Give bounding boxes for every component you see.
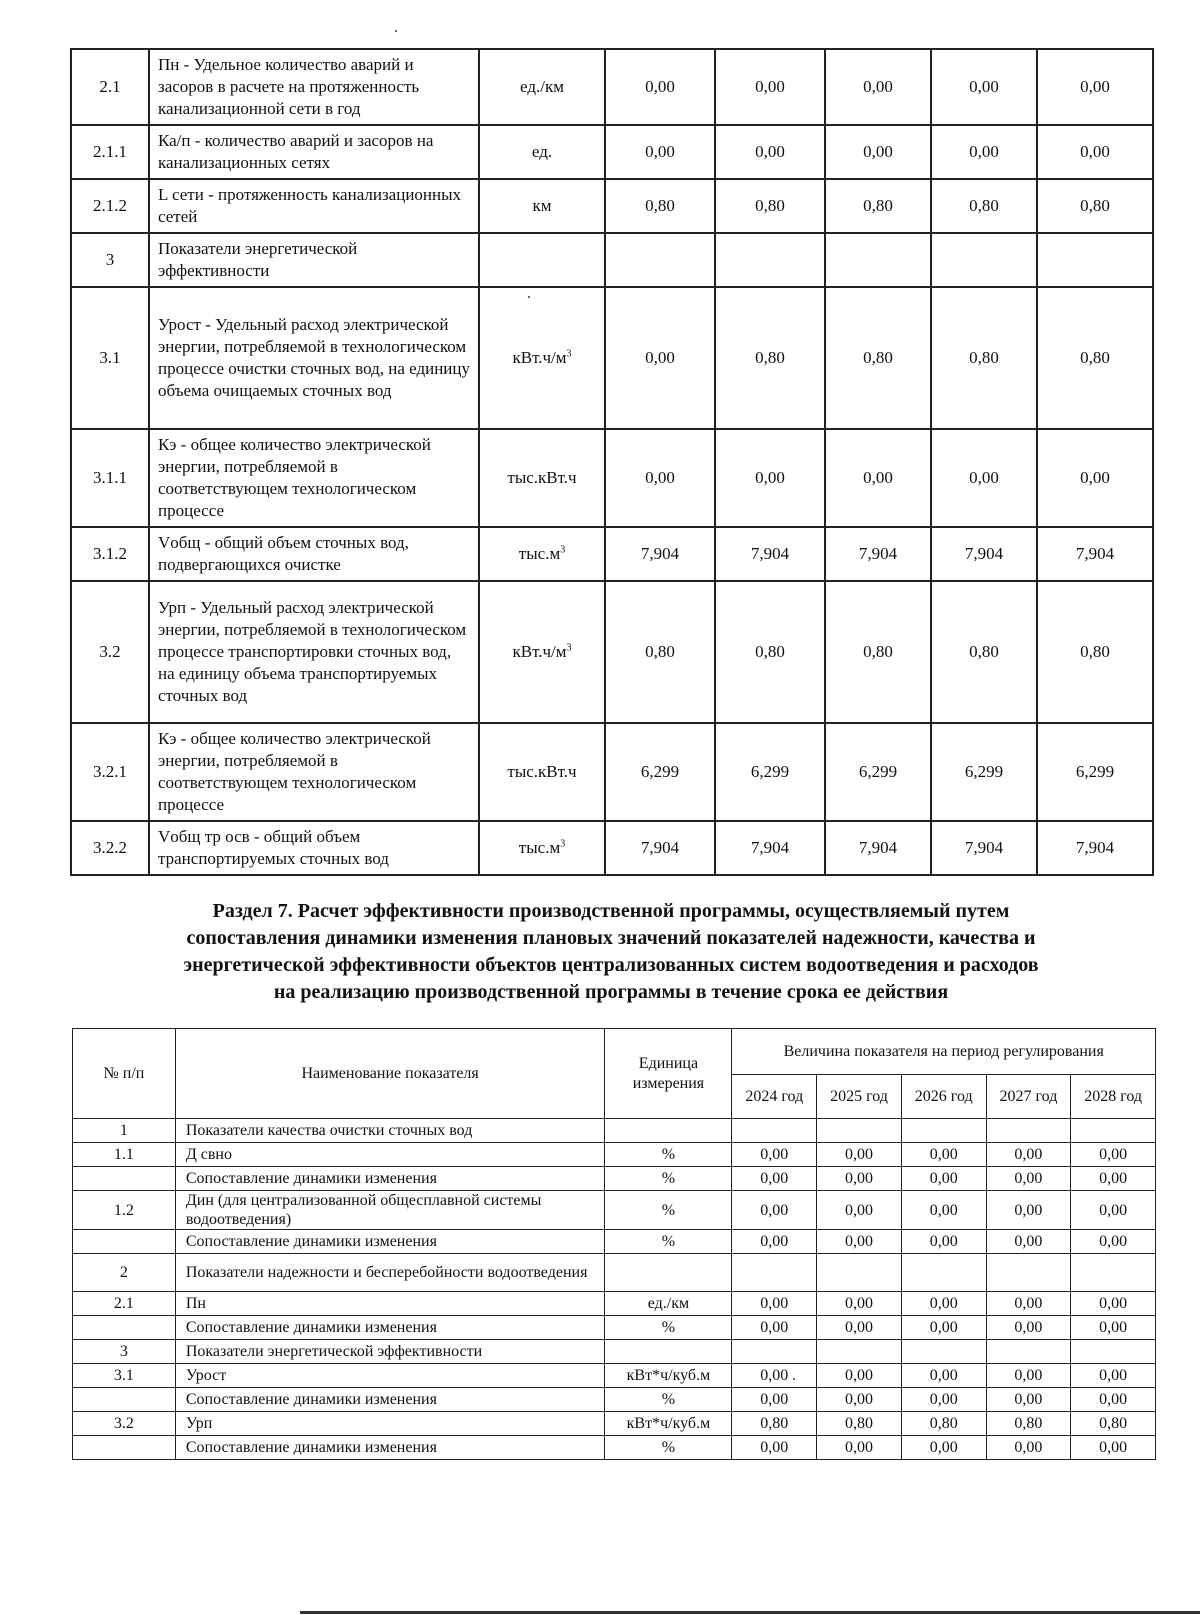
table-row <box>71 429 1153 527</box>
row-number: 2.1 <box>71 49 149 125</box>
value-cell: 0,00 <box>986 1364 1071 1388</box>
row-number: 3 <box>71 233 149 287</box>
indicator-name: Показатели надежности и бесперебойности водоотведения <box>175 1254 605 1292</box>
unit-cell: % <box>605 1230 732 1254</box>
header-year: 2027 год <box>986 1075 1071 1119</box>
value-cell: 0,80 <box>931 581 1037 723</box>
value-cell <box>1071 1254 1156 1292</box>
value-cell: 0,00 <box>986 1143 1071 1167</box>
value-cell: 0,00 <box>1037 429 1153 527</box>
header-year: 2024 год <box>732 1075 817 1119</box>
indicator-name: Vобщ тр осв - общий объем транспортируемых сточных вод <box>149 821 479 875</box>
value-cell: 0,00 <box>1071 1364 1156 1388</box>
value-cell: 0,00 <box>605 49 715 125</box>
row-number: 3.1.2 <box>71 527 149 581</box>
value-cell: 0,00 <box>715 429 825 527</box>
indicator-name: Ка/п - количество аварий и засоров на канализационных сетях <box>149 125 479 179</box>
unit-cell: ед./км <box>605 1292 732 1316</box>
value-cell: 0,00 <box>825 49 931 125</box>
unit-superscript: 3 <box>560 544 566 556</box>
value-cell: 0,80 <box>605 581 715 723</box>
value-cell <box>732 1254 817 1292</box>
value-cell: 0,00 <box>1071 1143 1156 1167</box>
value-cell: 7,904 <box>931 821 1037 875</box>
row-number <box>73 1388 176 1412</box>
value-cell: 0,00 <box>986 1436 1071 1460</box>
value-cell: 0,00 <box>901 1316 986 1340</box>
value-cell: 0,00 <box>986 1191 1071 1230</box>
value-cell: 7,904 <box>605 527 715 581</box>
value-cell: 7,904 <box>605 821 715 875</box>
indicator-name: Урп - Удельный расход электрической энергии, потребляемой в технологическом процессе транспортировки сточных вод, на единицу объема транспортируемых сточных вод <box>149 581 479 723</box>
value-cell: 0,00 <box>931 49 1037 125</box>
value-cell: 0,00 <box>732 1292 817 1316</box>
value-cell: 0,00 <box>817 1230 902 1254</box>
row-number: 1.1 <box>73 1143 176 1167</box>
value-cell: 0,00 <box>986 1167 1071 1191</box>
value-cell <box>901 1119 986 1143</box>
unit-cell <box>479 49 605 125</box>
header-name: Наименование показателя <box>175 1029 605 1119</box>
indicator-name: Д свно <box>175 1143 605 1167</box>
table-row <box>73 1230 1156 1254</box>
unit-cell: % <box>605 1436 732 1460</box>
value-cell: 0,00 <box>1071 1292 1156 1316</box>
value-cell: 0,00 <box>732 1388 817 1412</box>
value-cell: 6,299 <box>825 723 931 821</box>
value-cell <box>986 1119 1071 1143</box>
header-period: Величина показателя на период регулирования <box>732 1029 1156 1075</box>
value-cell: 7,904 <box>715 821 825 875</box>
value-cell: 0,00 <box>1071 1230 1156 1254</box>
row-number: 2.1.2 <box>71 179 149 233</box>
value-cell <box>1071 1340 1156 1364</box>
value-cell: 7,904 <box>825 821 931 875</box>
table-row <box>71 581 1153 723</box>
scan-speck <box>395 30 397 32</box>
value-cell: 0,00 <box>986 1316 1071 1340</box>
unit-text: кВт.ч/м <box>512 642 567 661</box>
unit-text: ед. <box>531 142 553 161</box>
value-cell: 0,80 <box>825 287 931 429</box>
table-row <box>73 1412 1156 1436</box>
value-cell: 0,80 <box>817 1412 902 1436</box>
table-row <box>73 1119 1156 1143</box>
value-cell: 0,00 <box>1037 125 1153 179</box>
value-cell: 0,00 <box>817 1364 902 1388</box>
value-cell: 0,00 <box>1071 1167 1156 1191</box>
value-cell <box>732 1340 817 1364</box>
indicator-name: Показатели качества очистки сточных вод <box>175 1119 605 1143</box>
row-number: 2.1 <box>73 1292 176 1316</box>
value-cell: 0,00 <box>901 1143 986 1167</box>
value-cell: 7,904 <box>715 527 825 581</box>
value-cell: 6,299 <box>1037 723 1153 821</box>
indicator-name: Сопоставление динамики изменения <box>175 1167 605 1191</box>
value-cell: 0,00 <box>901 1230 986 1254</box>
value-cell: 0,80 <box>825 581 931 723</box>
table-row <box>71 287 1153 429</box>
row-number: 3.1 <box>73 1364 176 1388</box>
heading-line: на реализацию производственной программы в течение срока ее действия <box>273 981 949 1003</box>
value-cell: 0,80 <box>715 287 825 429</box>
table-row <box>73 1292 1156 1316</box>
value-cell: 0,00 <box>732 1230 817 1254</box>
table-row <box>71 49 1153 125</box>
table-row <box>73 1436 1156 1460</box>
value-cell: 0,80 <box>1071 1412 1156 1436</box>
value-cell: 0,00 <box>605 287 715 429</box>
value-cell: 6,299 <box>605 723 715 821</box>
indicator-name: Кэ - общее количество электрической энергии, потребляемой в соответствующем технологическом процессе <box>149 429 479 527</box>
indicator-name: Дин (для централизованной общесплавной системы водоотведения) <box>175 1191 605 1230</box>
unit-superscript: 3 <box>566 642 572 654</box>
unit-cell <box>479 581 605 723</box>
value-cell: 0,80 <box>1037 179 1153 233</box>
row-number <box>73 1167 176 1191</box>
unit-text: тыс.кВт.ч <box>507 762 577 781</box>
value-cell <box>732 1119 817 1143</box>
row-number: 3.2.2 <box>71 821 149 875</box>
value-cell: 0,80 <box>986 1412 1071 1436</box>
value-cell <box>605 233 715 287</box>
value-cell <box>825 233 931 287</box>
header-year: 2025 год <box>817 1075 902 1119</box>
table-row <box>71 821 1153 875</box>
unit-cell <box>479 233 605 287</box>
unit-cell <box>479 287 605 429</box>
header-unit: Единица измерения <box>605 1029 732 1119</box>
value-cell: 0,00 <box>901 1167 986 1191</box>
row-number: 3.2 <box>71 581 149 723</box>
indicator-name: Пн <box>175 1292 605 1316</box>
value-cell: 0,00 <box>817 1436 902 1460</box>
value-cell: 7,904 <box>1037 527 1153 581</box>
indicator-name: Сопоставление динамики изменения <box>175 1388 605 1412</box>
unit-text: ед./км <box>520 77 564 96</box>
row-number: 2 <box>73 1254 176 1292</box>
indicator-name: L сети - протяженность канализационных сетей <box>149 179 479 233</box>
value-cell <box>901 1254 986 1292</box>
row-number: 2.1.1 <box>71 125 149 179</box>
value-cell: 0,00 <box>605 429 715 527</box>
unit-cell: % <box>605 1167 732 1191</box>
table-row <box>71 527 1153 581</box>
indicator-name: Сопоставление динамики изменения <box>175 1316 605 1340</box>
value-cell: 0,00 <box>715 49 825 125</box>
value-cell: 0,00 <box>817 1191 902 1230</box>
unit-cell: % <box>605 1316 732 1340</box>
page-bottom-rule <box>300 1611 1200 1614</box>
unit-cell <box>605 1254 732 1292</box>
table-row <box>73 1254 1156 1292</box>
value-cell: 0,00 <box>732 1167 817 1191</box>
value-cell <box>817 1340 902 1364</box>
value-cell <box>715 233 825 287</box>
value-cell: 0,80 <box>931 287 1037 429</box>
row-number <box>73 1316 176 1340</box>
unit-cell: % <box>605 1388 732 1412</box>
table-row <box>71 125 1153 179</box>
indicator-name: Урост <box>175 1364 605 1388</box>
value-cell: 0,00 <box>986 1230 1071 1254</box>
value-cell <box>817 1119 902 1143</box>
value-cell: 6,299 <box>715 723 825 821</box>
table-row <box>73 1316 1156 1340</box>
value-cell: 0,80 <box>715 581 825 723</box>
value-cell: 0,00 <box>986 1388 1071 1412</box>
row-number: 3.1.1 <box>71 429 149 527</box>
value-cell <box>986 1340 1071 1364</box>
unit-cell: кВт*ч/куб.м <box>605 1364 732 1388</box>
value-cell: 6,299 <box>931 723 1037 821</box>
unit-text: тыс.кВт.ч <box>507 468 577 487</box>
value-cell: 0,00 <box>986 1292 1071 1316</box>
heading-line: сопоставления динамики изменения плановых значений показателей надежности, качества и <box>186 927 1036 949</box>
indicator-name: Сопоставление динамики изменения <box>175 1436 605 1460</box>
row-number: 1.2 <box>73 1191 176 1230</box>
value-cell: 0,00 <box>715 125 825 179</box>
indicator-name: Урп <box>175 1412 605 1436</box>
value-cell: 0,00 <box>1071 1316 1156 1340</box>
row-number <box>73 1436 176 1460</box>
value-cell: 0,00 <box>901 1292 986 1316</box>
value-cell: 0,00 <box>825 429 931 527</box>
unit-cell <box>605 1340 732 1364</box>
unit-text: км <box>532 196 552 215</box>
scan-speck <box>528 296 530 298</box>
table-row <box>73 1340 1156 1364</box>
row-number: 3.2 <box>73 1412 176 1436</box>
value-cell: 0,00 <box>732 1364 817 1388</box>
unit-cell: % <box>605 1191 732 1230</box>
indicator-name: Показатели энергетической эффективности <box>149 233 479 287</box>
efficiency-calculation-table <box>72 1028 1156 1460</box>
value-cell: 7,904 <box>825 527 931 581</box>
unit-cell <box>479 527 605 581</box>
header-year: 2028 год <box>1071 1075 1156 1119</box>
value-cell: 0,00 <box>901 1436 986 1460</box>
table-row <box>73 1143 1156 1167</box>
value-cell: 0,00 <box>1071 1191 1156 1230</box>
unit-text: тыс.м <box>518 838 561 857</box>
unit-cell <box>479 723 605 821</box>
heading-line: Раздел 7. Расчет эффективности производственной программы, осуществляемый путем <box>212 900 1010 922</box>
value-cell: 0,80 <box>605 179 715 233</box>
value-cell: 0,00 <box>931 429 1037 527</box>
value-cell <box>901 1340 986 1364</box>
unit-cell <box>479 179 605 233</box>
indicator-name: Сопоставление динамики изменения <box>175 1230 605 1254</box>
indicators-table-continued <box>70 48 1154 876</box>
value-cell: 7,904 <box>931 527 1037 581</box>
unit-text: тыс.м <box>518 544 561 563</box>
value-cell: 0,00 <box>1071 1388 1156 1412</box>
indicator-name: Пн - Удельное количество аварий и засоров в расчете на протяженность канализационной сети в год <box>149 49 479 125</box>
value-cell: 0,00 <box>901 1191 986 1230</box>
row-number <box>73 1230 176 1254</box>
row-number: 3.1 <box>71 287 149 429</box>
value-cell: 0,00 <box>817 1167 902 1191</box>
heading-line: энергетической эффективности объектов централизованных систем водоотведения и расходов <box>183 954 1039 976</box>
unit-cell <box>605 1119 732 1143</box>
row-number: 3 <box>73 1340 176 1364</box>
value-cell: 0,80 <box>825 179 931 233</box>
section-7-heading <box>70 898 1152 1006</box>
value-cell: 0,80 <box>1037 581 1153 723</box>
value-cell: 0,80 <box>901 1412 986 1436</box>
value-cell: 0,00 <box>732 1316 817 1340</box>
value-cell: 0,80 <box>732 1412 817 1436</box>
unit-text: кВт.ч/м <box>512 348 567 367</box>
unit-cell <box>479 821 605 875</box>
row-number: 1 <box>73 1119 176 1143</box>
table-row <box>73 1167 1156 1191</box>
indicator-name: Урост - Удельный расход электрической энергии, потребляемой в технологическом процессе очистки сточных вод, на единицу объема очищаемых сточных вод <box>149 287 479 429</box>
table-row <box>73 1191 1156 1230</box>
table-row <box>71 233 1153 287</box>
value-cell: 0,00 <box>1071 1436 1156 1460</box>
row-number: 3.2.1 <box>71 723 149 821</box>
value-cell: 0,00 <box>901 1364 986 1388</box>
value-cell: 0,00 <box>732 1436 817 1460</box>
unit-cell: кВт*ч/куб.м <box>605 1412 732 1436</box>
indicator-name: Показатели энергетической эффективности <box>175 1340 605 1364</box>
value-cell <box>986 1254 1071 1292</box>
table-row <box>73 1364 1156 1388</box>
indicator-name: Vобщ - общий объем сточных вод, подвергающихся очистке <box>149 527 479 581</box>
value-cell <box>1071 1119 1156 1143</box>
value-cell: 0,80 <box>931 179 1037 233</box>
unit-cell: % <box>605 1143 732 1167</box>
value-cell: 7,904 <box>1037 821 1153 875</box>
header-year: 2026 год <box>901 1075 986 1119</box>
value-cell <box>1037 233 1153 287</box>
value-cell: 0,00 <box>817 1292 902 1316</box>
value-cell: 0,00 <box>817 1143 902 1167</box>
value-cell: 0,00 <box>901 1388 986 1412</box>
value-cell <box>931 233 1037 287</box>
value-cell: 0,00 <box>732 1191 817 1230</box>
unit-superscript: 3 <box>566 348 572 360</box>
value-cell: 0,00 <box>931 125 1037 179</box>
unit-cell <box>479 429 605 527</box>
table-row <box>71 179 1153 233</box>
value-cell: 0,00 <box>817 1388 902 1412</box>
value-cell <box>817 1254 902 1292</box>
value-cell: 0,00 <box>732 1143 817 1167</box>
indicator-name: Кэ - общее количество электрической энергии, потребляемой в соответствующем технологическом процессе <box>149 723 479 821</box>
value-cell: 0,80 <box>715 179 825 233</box>
table-row <box>73 1388 1156 1412</box>
scan-speck <box>793 1378 795 1380</box>
value-cell: 0,00 <box>1037 49 1153 125</box>
header-num: № п/п <box>73 1029 176 1119</box>
table-row <box>71 723 1153 821</box>
value-cell: 0,00 <box>817 1316 902 1340</box>
value-cell: 0,80 <box>1037 287 1153 429</box>
unit-cell <box>479 125 605 179</box>
unit-superscript: 3 <box>560 838 566 850</box>
value-cell: 0,00 <box>605 125 715 179</box>
value-cell: 0,00 <box>825 125 931 179</box>
